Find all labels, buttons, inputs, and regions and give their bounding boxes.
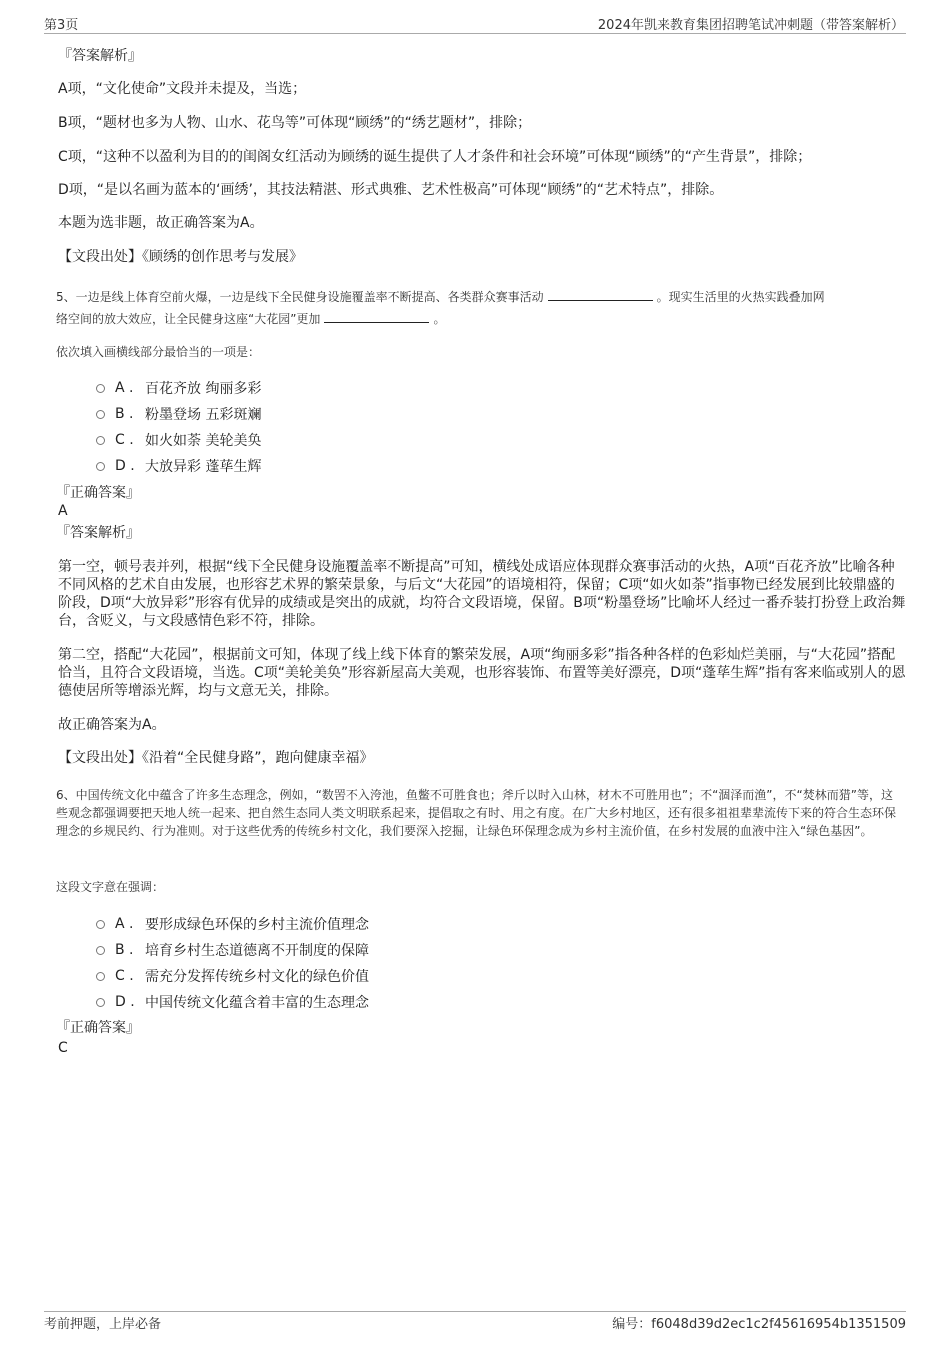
option-key: B . (115, 406, 134, 422)
option-text: 如火如荼 美轮美奂 (145, 433, 262, 449)
option-c[interactable] (96, 966, 369, 986)
footer-divider (44, 1311, 906, 1312)
blank-1 (548, 288, 653, 301)
radio-icon[interactable] (96, 410, 105, 419)
stem-text: 。 (433, 312, 446, 326)
analysis-conclusion: 本题为选非题，故正确答案为A。 (58, 215, 264, 231)
source: 【文段出处】《沿着“全民健身路”，跑向健康幸福》 (58, 750, 374, 766)
question-prompt: 这段文字意在强调： (56, 880, 165, 894)
document-title: 2024年凯来教育集团招聘笔试冲刺题（带答案解析） (597, 18, 904, 33)
document-id: 编号：f6048d39d2ec1c2f45616954b1351509 (612, 1317, 906, 1332)
radio-icon[interactable] (96, 946, 105, 955)
option-text: 大放异彩 蓬荜生辉 (145, 459, 262, 475)
analysis-conclusion: 故正确答案为A。 (58, 717, 166, 733)
option-text: 中国传统文化蕴含着丰富的生态理念 (145, 995, 369, 1011)
analysis-paragraph-2: 第二空，搭配“大花园”，根据前文可知，体现了线上线下体育的繁荣发展，A项“绚丽多彩”指各种各样的色彩灿烂美丽，与“大花园”搭配恰当，且符合文段语境，当选。C项“美轮美奂”形容新屋高大美观，也形容装饰、布置等美好漂亮，D项“蓬荜生辉”指有客来临或别人的恩德使居所等增添光辉，均与文意无关，排除。 (58, 647, 906, 699)
correct-answer: A (58, 503, 68, 519)
option-key: D . (115, 994, 135, 1010)
option-key: A . (115, 916, 134, 932)
radio-icon[interactable] (96, 998, 105, 1007)
blank-2 (324, 310, 429, 323)
radio-icon[interactable] (96, 462, 105, 471)
option-d[interactable] (96, 992, 369, 1012)
correct-answer-label: 『正确答案』 (56, 485, 140, 501)
radio-icon[interactable] (96, 436, 105, 445)
correct-answer: C (58, 1040, 68, 1056)
page-number: 第3页 (44, 18, 79, 33)
stem-text: 络空间的放大效应，让全民健身这座“大花园”更加 (56, 312, 321, 326)
option-text: 需充分发挥传统乡村文化的绿色价值 (145, 969, 369, 985)
radio-icon[interactable] (96, 384, 105, 393)
option-key: C . (115, 432, 134, 448)
option-key: D . (115, 458, 135, 474)
question-prompt: 依次填入画横线部分最恰当的一项是： (56, 345, 261, 359)
source: 【文段出处】《顾绣的创作思考与发展》 (58, 249, 303, 265)
option-text: 要形成绿色环保的乡村主流价值理念 (145, 917, 369, 933)
analysis-paragraph-1: 第一空，顿号表并列，根据“线下全民健身设施覆盖率不断提高”可知，横线处成语应体现群众赛事活动的火热，A项“百花齐放”比喻各种不同风格的艺术自由发展，也形容艺术界的繁荣景象，与后文“大花园”的语境相符，保留；C项“如火如荼”指事物已经发展到比较鼎盛的阶段，D项“大放异彩”形容有优异的成绩或是突出的成就，均符合文段语境，保留。B项“粉墨登场”比喻坏人经过一番乔装打扮登上政治舞台，含贬义，与文段感情色彩不符，排除。 (58, 559, 906, 629)
analysis-label: 『答案解析』 (58, 48, 142, 64)
option-a[interactable] (96, 914, 369, 934)
footer-slogan: 考前押题，上岸必备 (44, 1317, 162, 1332)
option-text: 粉墨登场 五彩斑斓 (145, 407, 262, 423)
stem-text: 。现实生活里的火热实践叠加网 (656, 290, 825, 304)
option-text: 培育乡村生态道德离不开制度的保障 (145, 943, 369, 959)
header-divider (44, 33, 906, 34)
option-a[interactable] (96, 378, 261, 398)
correct-answer-label: 『正确答案』 (56, 1020, 140, 1036)
question-6-stem: 6、中国传统文化中蕴含了许多生态理念，例如，“数罟不入洿池，鱼鳖不可胜食也；斧斤以时入山林，材木不可胜用也”；不“涸泽而渔”，不“焚林而猎”等，这些观念都强调要把天地人统一起来、把自然生态同人类文明联系起来，提倡取之有时、用之有度。在广大乡村地区，还有很多祖祖辈辈流传下来的符合生态环保理念的乡规民约、行为准则。对于这些优秀的传统乡村文化，我们要深入挖掘，让绿色环保理念成为乡村主流价值，在乡村发展的血液中注入“绿色基因”。 (56, 788, 897, 838)
analysis-line: A项，“文化使命”文段并未提及，当选； (58, 81, 307, 97)
option-key: C . (115, 968, 134, 984)
analysis-line: C项，“这种不以盈利为目的的闺阁女红活动为顾绣的诞生提供了人才条件和社会环境”可体现“顾绣”的“产生背景”，排除； (58, 149, 812, 165)
radio-icon[interactable] (96, 972, 105, 981)
option-b[interactable] (96, 404, 261, 424)
option-text: 百花齐放 绚丽多彩 (145, 381, 262, 397)
option-b[interactable] (96, 940, 369, 960)
stem-text: 5、一边是线上体育空前火爆，一边是线下全民健身设施覆盖率不断提高、各类群众赛事活动 (56, 290, 544, 304)
analysis-line: B项，“题材也多为人物、山水、花鸟等”可体现“顾绣”的“绣艺题材”，排除； (58, 115, 532, 131)
option-key: B . (115, 942, 134, 958)
analysis-label: 『答案解析』 (56, 525, 140, 541)
analysis-line: D项，“是以名画为蓝本的‘画绣’，其技法精湛、形式典雅、艺术性极高”可体现“顾绣”的“艺术特点”，排除。 (58, 182, 724, 198)
question-5-stem (56, 286, 906, 330)
option-c[interactable] (96, 430, 261, 450)
option-key: A . (115, 380, 134, 396)
radio-icon[interactable] (96, 920, 105, 929)
option-d[interactable] (96, 456, 261, 476)
